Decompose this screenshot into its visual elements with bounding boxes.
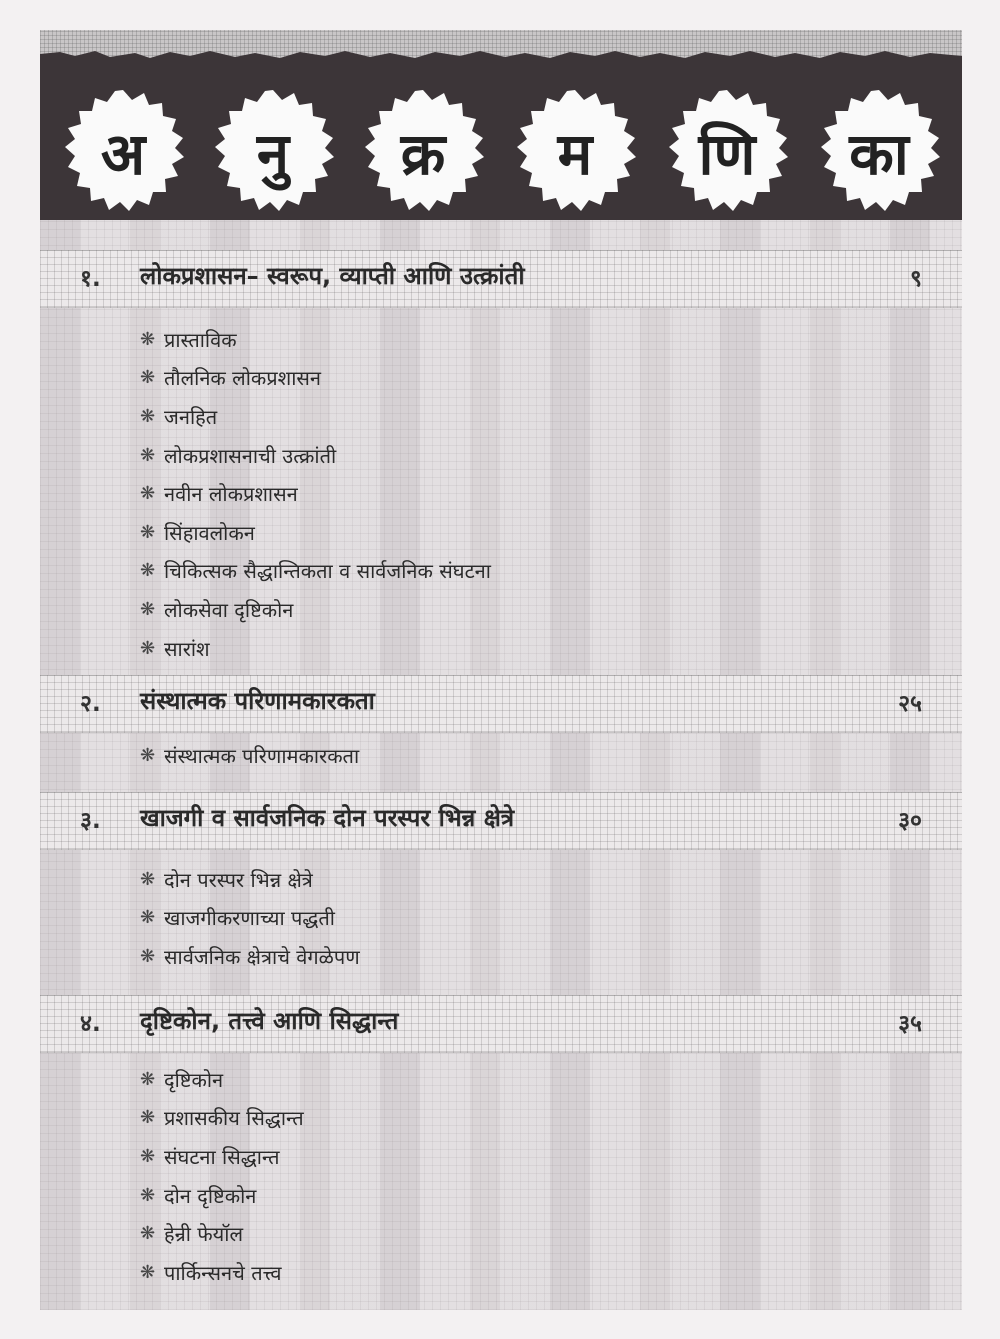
flower-bullet-icon: ❋ — [140, 1261, 156, 1283]
flower-bullet-icon: ❋ — [140, 1184, 156, 1206]
flower-bullet-icon: ❋ — [140, 907, 156, 929]
chapter-number: ३. — [80, 808, 101, 834]
heading-seals — [60, 88, 950, 218]
heading-letter: क्र — [400, 119, 446, 188]
chapter-3-topics — [140, 860, 360, 976]
flower-bullet-icon: ❋ — [140, 1068, 156, 1090]
topic-label: नवीन लोकप्रशासन — [164, 482, 298, 507]
heading-letter: म — [557, 119, 593, 188]
chapter-page-number: ३५ — [898, 1011, 922, 1037]
chapter-number: १. — [80, 266, 101, 292]
topic-item — [140, 899, 360, 938]
topic-item — [140, 1137, 304, 1176]
heading-seal — [664, 88, 790, 214]
torn-paper-edge — [40, 30, 962, 60]
flower-bullet-icon: ❋ — [140, 1107, 156, 1129]
topic-label: प्रास्ताविक — [164, 327, 237, 352]
topic-item — [140, 1060, 304, 1099]
topic-label: तौलनिक लोकप्रशासन — [164, 366, 322, 391]
topic-label: पार्किन्सनचे तत्त्व — [164, 1260, 282, 1285]
topic-label: संस्थात्मक परिणामकारकता — [164, 743, 360, 768]
chapter-1-topics — [140, 320, 491, 667]
chapter-2-topics — [140, 736, 359, 775]
topic-item — [140, 629, 491, 668]
topic-item — [140, 1214, 304, 1253]
heading-letter: णि — [698, 119, 756, 188]
flower-bullet-icon: ❋ — [140, 945, 156, 967]
topic-item — [140, 552, 491, 591]
flower-bullet-icon: ❋ — [140, 560, 156, 582]
flower-bullet-icon: ❋ — [140, 1145, 156, 1167]
heading-seal — [60, 88, 186, 214]
topic-label: लोकप्रशासनाची उत्क्रांती — [164, 443, 337, 468]
toc-page — [40, 30, 962, 1310]
topic-item — [140, 1176, 304, 1215]
flower-bullet-icon: ❋ — [140, 521, 156, 543]
topic-item — [140, 320, 491, 359]
chapter-number: २. — [80, 691, 101, 717]
topic-label: दोन परस्पर भिन्न क्षेत्रे — [164, 867, 313, 892]
chapter-page-number: ३० — [898, 808, 922, 834]
topic-label: हेन्री फेयॉल — [164, 1222, 244, 1247]
chapter-page-number: ९ — [910, 266, 922, 292]
topic-item — [140, 590, 491, 629]
flower-bullet-icon: ❋ — [140, 868, 156, 890]
topic-item — [140, 359, 491, 398]
chapter-title: संस्थात्मक परिणामकारकता — [140, 687, 375, 715]
heading-seal — [512, 88, 638, 214]
topic-label: जनहित — [164, 404, 218, 429]
topic-item — [140, 736, 359, 775]
topic-item — [140, 1253, 304, 1292]
flower-bullet-icon: ❋ — [140, 405, 156, 427]
topic-label: खाजगीकरणाच्या पद्धती — [164, 906, 335, 931]
topic-label: सार्वजनिक क्षेत्राचे वेगळेपण — [164, 944, 360, 969]
topic-item — [140, 860, 360, 899]
chapter-title: खाजगी व सार्वजनिक दोन परस्पर भिन्न क्षेत्रे — [140, 804, 515, 832]
topic-label: सारांश — [164, 636, 210, 661]
flower-bullet-icon: ❋ — [140, 444, 156, 466]
heading-letter: का — [849, 119, 909, 188]
flower-bullet-icon: ❋ — [140, 637, 156, 659]
topic-item — [140, 937, 360, 976]
toc-header-banner — [40, 30, 962, 220]
chapter-title: दृष्टिकोन, तत्त्वे आणि सिद्धान्त — [140, 1007, 399, 1035]
chapter-title: लोकप्रशासन– स्वरूप, व्याप्ती आणि उत्क्रांती — [140, 262, 525, 290]
heading-seal — [360, 88, 486, 214]
chapter-row-3[interactable] — [40, 792, 962, 850]
flower-bullet-icon: ❋ — [140, 328, 156, 350]
chapter-4-topics — [140, 1060, 304, 1292]
heading-letter: अ — [100, 119, 146, 188]
flower-bullet-icon: ❋ — [140, 744, 156, 766]
topic-label: सिंहावलोकन — [164, 520, 255, 545]
topic-item — [140, 397, 491, 436]
topic-item — [140, 1099, 304, 1138]
heading-seal — [816, 88, 942, 214]
topic-label: दृष्टिकोन — [164, 1067, 224, 1092]
chapter-row-4[interactable] — [40, 995, 962, 1053]
topic-label: दोन दृष्टिकोन — [164, 1183, 257, 1208]
flower-bullet-icon: ❋ — [140, 1223, 156, 1245]
heading-seal — [210, 88, 336, 214]
topic-label: लोकसेवा दृष्टिकोन — [164, 597, 294, 622]
topic-item — [140, 474, 491, 513]
flower-bullet-icon: ❋ — [140, 367, 156, 389]
topic-item — [140, 436, 491, 475]
topic-item — [140, 513, 491, 552]
chapter-row-2[interactable] — [40, 675, 962, 733]
topic-label: संघटना सिद्धान्त — [164, 1144, 280, 1169]
heading-letter: नु — [256, 119, 290, 188]
flower-bullet-icon: ❋ — [140, 598, 156, 620]
chapter-number: ४. — [80, 1011, 101, 1037]
topic-label: चिकित्सक सैद्धान्तिकता व सार्वजनिक संघटना — [164, 559, 491, 584]
flower-bullet-icon: ❋ — [140, 483, 156, 505]
chapter-page-number: २५ — [898, 691, 922, 717]
topic-label: प्रशासकीय सिद्धान्त — [164, 1106, 304, 1131]
chapter-row-1[interactable] — [40, 250, 962, 308]
